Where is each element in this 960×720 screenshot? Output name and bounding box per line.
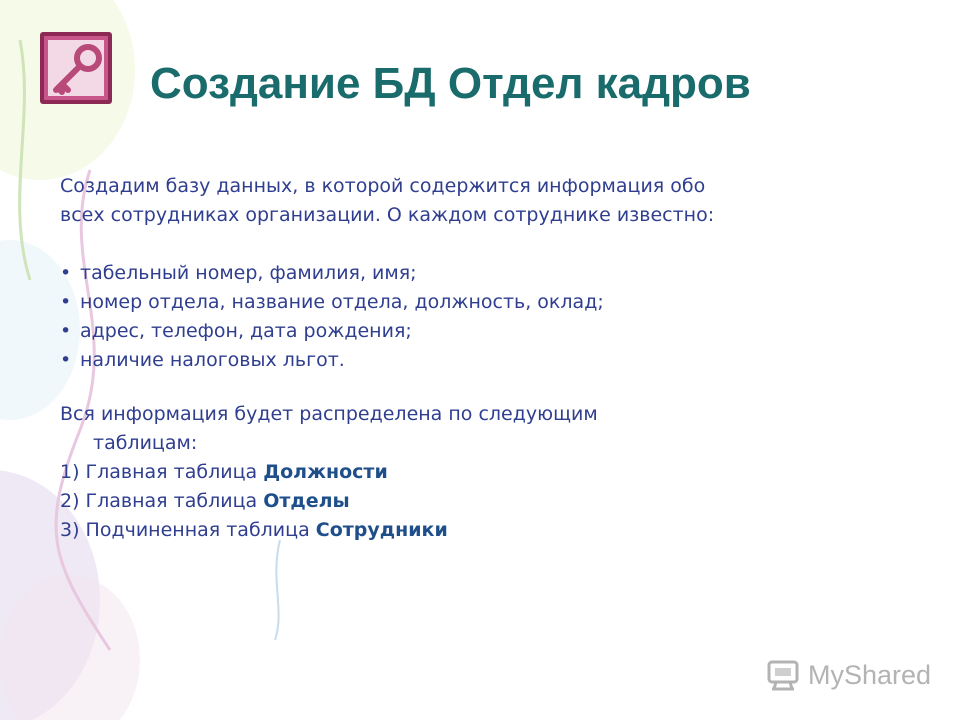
bullet-icon: • [60, 262, 72, 284]
table-item-prefix: 2) Главная таблица [60, 490, 264, 512]
table-item [60, 516, 920, 545]
list-item [60, 317, 604, 346]
bullet-icon: • [60, 291, 72, 313]
list-item-text: номер отдела, название отдела, должность, оклад; [80, 291, 604, 313]
table-item [60, 458, 920, 487]
myshared-logo-icon [766, 658, 802, 692]
list-item-text: табельный номер, фамилия, имя; [80, 262, 417, 284]
bullet-icon: • [60, 320, 72, 342]
attributes-list [60, 259, 604, 375]
intro-line: всех сотрудниках организации. О каждом сотруднике известно: [60, 204, 715, 226]
info-line: Вся информация будет распределена по следующим [60, 403, 598, 425]
list-item [60, 259, 604, 288]
tables-info [60, 400, 920, 545]
list-item [60, 346, 604, 375]
slide-title: Создание БД Отдел кадров [150, 59, 751, 108]
table-item [60, 487, 920, 516]
table-name: Сотрудники [315, 519, 448, 541]
list-item-text: наличие налоговых льгот. [80, 349, 345, 371]
table-name: Должности [263, 461, 388, 483]
access-key-icon [38, 30, 114, 106]
table-item-prefix: 1) Главная таблица [60, 461, 264, 483]
bullet-icon: • [60, 349, 72, 371]
intro-text [60, 172, 920, 230]
list-item [60, 288, 604, 317]
list-item-text: адрес, телефон, дата рождения; [80, 320, 412, 342]
intro-line: Создадим базу данных, в которой содержится информация обо [60, 175, 706, 197]
info-line: таблицам: [93, 432, 198, 454]
logo-text: MyShared [808, 660, 932, 690]
table-item-prefix: 3) Подчиненная таблица [60, 519, 316, 541]
table-name: Отделы [263, 490, 350, 512]
